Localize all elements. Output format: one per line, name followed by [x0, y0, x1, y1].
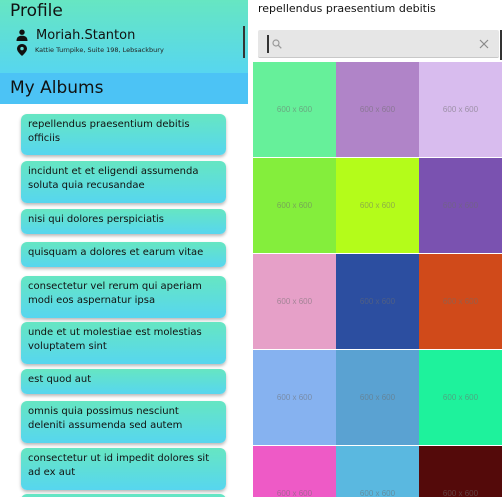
photo-size-label: 600 x 600: [359, 489, 396, 497]
user-row: [16, 27, 135, 43]
photo-thumbnail[interactable]: [253, 350, 336, 445]
photo-thumbnail[interactable]: [253, 446, 336, 497]
photo-thumbnail[interactable]: [419, 62, 502, 157]
album-detail-panel: [253, 0, 502, 497]
address-row: [17, 44, 164, 56]
photo-size-label: 600 x 600: [276, 297, 313, 306]
address: Kattie Turnpike, Suite 198, Lebsackbury: [35, 46, 164, 54]
photo-thumbnail[interactable]: [253, 254, 336, 349]
photo-thumbnail[interactable]: [336, 350, 419, 445]
search-icon: [272, 39, 282, 49]
photo-size-label: 600 x 600: [276, 105, 313, 114]
search-box[interactable]: [258, 30, 499, 58]
photo-thumbnail[interactable]: [336, 446, 419, 497]
search-bar: [253, 20, 502, 62]
album-item[interactable]: quisquam a dolores et earum vitae: [21, 242, 226, 267]
photo-size-label: 600 x 600: [442, 297, 479, 306]
album-item[interactable]: incidunt et et eligendi assumenda soluta quia recusandae: [21, 161, 226, 203]
photo-thumbnail[interactable]: [419, 446, 502, 497]
profile-panel: [0, 0, 248, 497]
album-item[interactable]: repellendus praesentium debitis officiis: [21, 114, 226, 155]
album-item[interactable]: consectetur ut id impedit dolores sit ad ex aut: [21, 448, 226, 490]
photo-size-label: 600 x 600: [359, 297, 396, 306]
photo-size-label: 600 x 600: [442, 393, 479, 402]
photo-size-label: 600 x 600: [276, 393, 313, 402]
albums-header: [0, 73, 248, 104]
photo-size-label: 600 x 600: [359, 201, 396, 210]
albums-title: My Albums: [10, 78, 104, 98]
person-icon: [16, 29, 28, 41]
location-pin-icon: [17, 44, 27, 56]
username: Moriah.Stanton: [36, 27, 136, 43]
album-item[interactable]: omnis quia possimus nesciunt deleniti assumenda sed autem: [21, 401, 226, 443]
photo-thumbnail[interactable]: [419, 350, 502, 445]
album-item[interactable]: consectetur vel rerum qui aperiam modi eos aspernatur ipsa: [21, 276, 226, 318]
album-title: repellendus praesentium debitis: [258, 2, 436, 15]
close-icon[interactable]: [478, 38, 490, 50]
photo-size-label: 600 x 600: [442, 489, 479, 497]
album-item[interactable]: nisi qui dolores perspiciatis: [21, 209, 226, 234]
photo-thumbnail[interactable]: [253, 158, 336, 253]
photo-size-label: 600 x 600: [359, 393, 396, 402]
photo-thumbnail[interactable]: [336, 62, 419, 157]
photo-thumbnail[interactable]: [419, 254, 502, 349]
album-item[interactable]: unde et ut molestiae est molestias voluptatem sint: [21, 322, 226, 364]
profile-header: [0, 0, 248, 73]
text-cursor: [267, 35, 269, 53]
photo-size-label: 600 x 600: [442, 105, 479, 114]
photo-thumbnail[interactable]: [336, 254, 419, 349]
photo-size-label: 600 x 600: [359, 105, 396, 114]
photo-grid: [253, 62, 502, 497]
album-item[interactable]: est quod aut: [21, 369, 226, 394]
album-list: [0, 104, 248, 497]
scrollbar[interactable]: [243, 26, 245, 58]
profile-title: Profile: [10, 1, 63, 21]
photo-thumbnail[interactable]: [336, 158, 419, 253]
photo-size-label: 600 x 600: [442, 201, 479, 210]
photo-size-label: 600 x 600: [276, 201, 313, 210]
photo-size-label: 600 x 600: [276, 489, 313, 497]
photo-thumbnail[interactable]: [253, 62, 336, 157]
search-input[interactable]: [286, 34, 466, 54]
photo-thumbnail[interactable]: [419, 158, 502, 253]
